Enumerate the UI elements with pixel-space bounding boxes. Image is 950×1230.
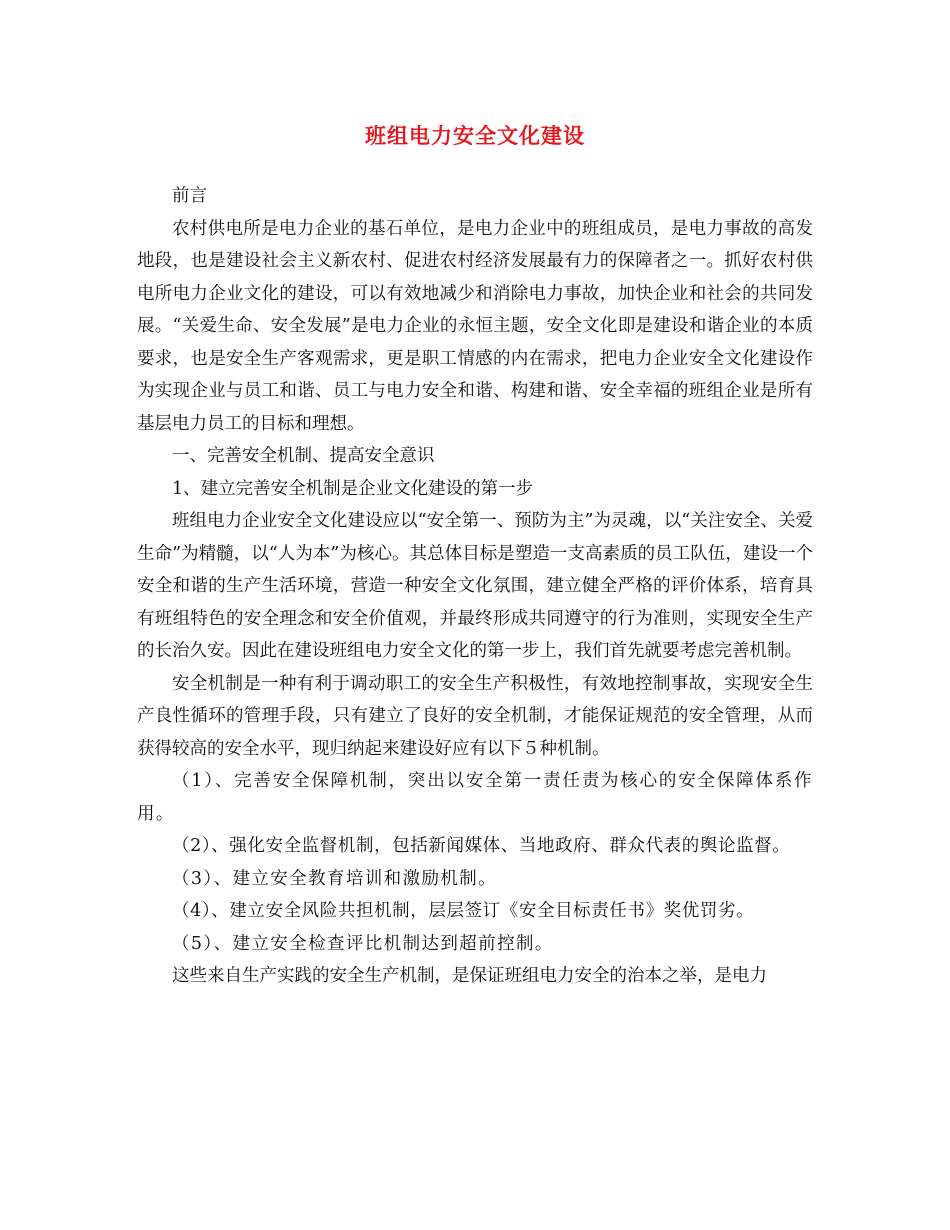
list-item: （4）、建立安全风险共担机制，层层签订《安全目标责任书》奖优罚劣。 xyxy=(172,901,755,921)
paragraph-preface-heading: 前言 xyxy=(172,186,207,206)
list-item: （3）、建立安全教育培训和激励机制。 xyxy=(172,868,498,889)
list-item: （5）、建立安全检查评比机制达到超前控制。 xyxy=(172,933,554,954)
paragraph-safety-mechanism: 安全机制是一种有利于调动职工的安全生产积极性，有效地控制事故，实现安全生产良性循环的管理手段，只有建立了良好的安全机制，才能保证规范的安全管理，从而获得较高的安全水平，现归纳起来建设好应有以下５种机制。 xyxy=(137,673,813,759)
subsection-heading-1-1: 1、建立完善安全机制是企业文化建设的第一步 xyxy=(172,478,534,499)
section-heading-1: 一、完善安全机制、提高安全意识 xyxy=(172,446,435,466)
list-item: （1）、完善安全保障机制，突出以安全第一责任责为核心的安全保障体系作用。 xyxy=(137,771,813,824)
paragraph-intro: 农村供电所是电力企业的基石单位，是电力企业中的班组成员，是电力事故的高发地段，也是建设社会主义新农村、促进农村经济发展最有力的保障者之一。抓好农村供电所电力企业文化的建设，可以有效地减少和消除电力事故，加快企业和社会的共同发展。“关爱生命、安全发展”是电力企业的永恒主题，安全文化即是建设和谐企业的本质要求，也是安全生产客观需求，更是职工情感的内在需求，把电力企业安全文化建设作为实现企业与员工和谐、员工与电力安全和谐、构建和谐、安全幸福的班组企业是所有基层电力员工的目标和理想。 xyxy=(137,218,813,434)
paragraph-closing: 这些来自生产实践的安全生产机制，是保证班组电力安全的治本之举，是电力 xyxy=(172,966,767,986)
document-body xyxy=(137,180,813,993)
document-title: 班组电力安全文化建设 xyxy=(365,123,585,148)
list-item: （2）、强化安全监督机制，包括新闻媒体、当地政府、群众代表的舆论监督。 xyxy=(172,836,791,856)
paragraph-culture-goals: 班组电力企业安全文化建设应以“安全第一、预防为主”为灵魂，以“关注安全、关爱生命”为精髓，以“人为本”为核心。其总体目标是塑造一支高素质的员工队伍，建设一个安全和谐的生产生活环境，营造一种安全文化氛围，建立健全严格的评价体系，培育具有班组特色的安全理念和安全价值观，并最终形成共同遵守的行为准则，实现安全生产的长治久安。因此在建设班组电力安全文化的第一步上，我们首先就要考虑完善机制。 xyxy=(137,511,813,661)
